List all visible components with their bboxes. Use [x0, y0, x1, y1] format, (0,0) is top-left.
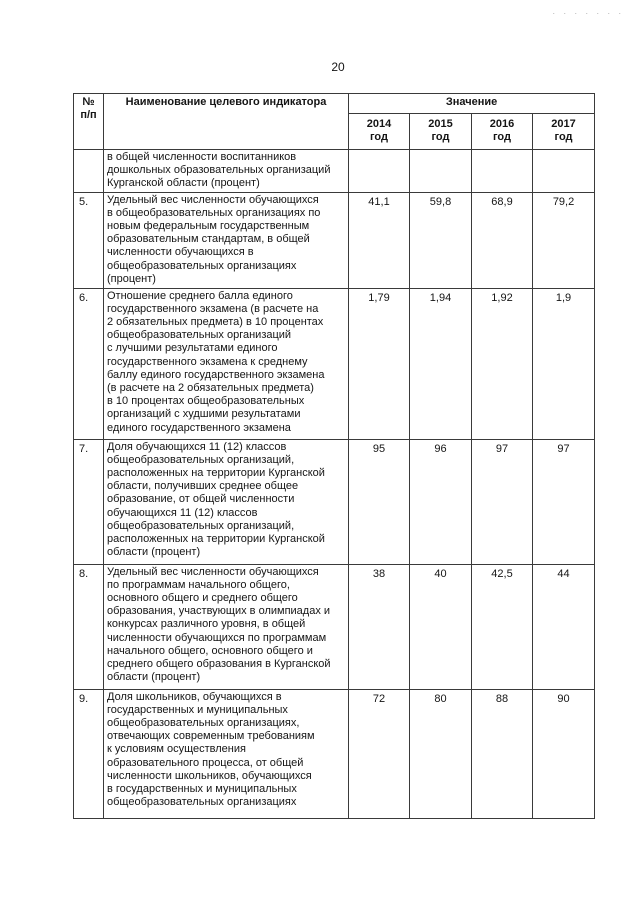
value-2015: 96	[410, 439, 472, 564]
value-2014: 41,1	[349, 192, 410, 288]
value-2015	[410, 150, 472, 193]
value-2016: 88	[472, 689, 533, 818]
header-year-label: 2015	[428, 118, 453, 130]
value-2017: 90	[533, 689, 595, 818]
value-2015: 80	[410, 689, 472, 818]
header-year-2017	[533, 114, 595, 150]
header-year-unit: год	[370, 131, 388, 143]
header-year-label: 2014	[366, 118, 392, 130]
value-2017: 44	[533, 564, 595, 689]
header-number-column	[74, 94, 104, 150]
value-2014: 95	[349, 439, 410, 564]
table-row	[74, 150, 595, 193]
indicator-name-text: в общей численности воспитанников дошкольных образовательных организаций Курганской области (процент)	[107, 151, 331, 190]
value-2015: 1,94	[410, 288, 472, 439]
value-2017: 1,9	[533, 288, 595, 439]
value-2016: 97	[472, 439, 533, 564]
header-value-group: Значение	[349, 94, 595, 114]
corner-marks: . . . . . . .	[552, 6, 624, 16]
header-year-unit: год	[493, 131, 511, 143]
row-number: 7.	[74, 439, 104, 564]
indicator-name-text: Доля школьников, обучающихся в государственных и муниципальных общеобразовательных организациях, отвечающих современным требованиям к условиям осуществления образовательного процесса, от общей численности школьников, обучающихся в государственных и муниципальных общеобразовательных организациях	[107, 690, 315, 809]
header-year-2016	[472, 114, 533, 150]
indicator-name	[104, 288, 349, 439]
value-2017: 79,2	[533, 192, 595, 288]
row-number: 9.	[74, 689, 104, 818]
value-2017	[533, 150, 595, 193]
value-2014: 72	[349, 689, 410, 818]
indicator-name	[104, 192, 349, 288]
header-year-label: 2016	[489, 118, 515, 130]
value-2016	[472, 150, 533, 193]
page-number: 20	[331, 60, 345, 74]
header-year-2014	[349, 114, 410, 150]
value-2016: 68,9	[472, 192, 533, 288]
value-2015: 40	[410, 564, 472, 689]
value-2016: 42,5	[472, 564, 533, 689]
table-row	[74, 439, 595, 564]
header-year-unit: год	[431, 131, 450, 143]
value-2016: 1,92	[472, 288, 533, 439]
value-2014	[349, 150, 410, 193]
header-number-label: № п/п	[80, 96, 97, 121]
header-year-unit: год	[554, 131, 573, 143]
indicator-name-text: Отношение среднего балла единого государственного экзамена (в расчете на 2 обязательных предмета) в 10 процентах общеобразовательных организаций с лучшими результатами единого государственного экзамена к среднему баллу единого государственного экзамена (в расчете на 2 обязательных предмета) в 10 процентах общеобразовательных организаций с худшими результатами единого государственного экзамена	[107, 289, 325, 434]
indicator-name	[104, 439, 349, 564]
value-2015: 59,8	[410, 192, 472, 288]
table-row	[74, 689, 595, 818]
row-number: 8.	[74, 564, 104, 689]
table-row	[74, 288, 595, 439]
indicator-name	[104, 150, 349, 193]
value-2017: 97	[533, 439, 595, 564]
table-row	[74, 564, 595, 689]
row-number	[74, 150, 104, 193]
value-2014: 38	[349, 564, 410, 689]
table-row	[74, 192, 595, 288]
value-2014: 1,79	[349, 288, 410, 439]
row-number: 5.	[74, 192, 104, 288]
indicator-name	[104, 689, 349, 818]
indicator-name-text: Доля обучающихся 11 (12) классов общеобразовательных организаций, расположенных на территории Курганской области, получивших среднее общее образование, от общей численности обучающихся 11 (12) классов общеобразовательных организаций, расположенных на территории Курганской области (процент)	[107, 440, 325, 559]
indicator-name	[104, 564, 349, 689]
header-indicator-name-column: Наименование целевого индикатора	[104, 94, 349, 150]
header-year-2015	[410, 114, 472, 150]
indicator-name-text: Удельный вес численности обучающихся по программам начального общего, основного общего и среднего общего образования, участвующих в олимпиадах и конкурсах различного уровня, в общей численности обучающихся по программам начального общего, основного общего и среднего общего образования в Курганской области (процент)	[107, 565, 331, 684]
indicator-name-text: Удельный вес численности обучающихся в общеобразовательных организациях по новым федеральным государственным образовательным стандартам, в общей численности обучающихся в общеобразовательных организациях (процент)	[107, 193, 321, 285]
header-year-label: 2017	[551, 118, 576, 130]
row-number: 6.	[74, 288, 104, 439]
indicators-table	[73, 93, 595, 819]
